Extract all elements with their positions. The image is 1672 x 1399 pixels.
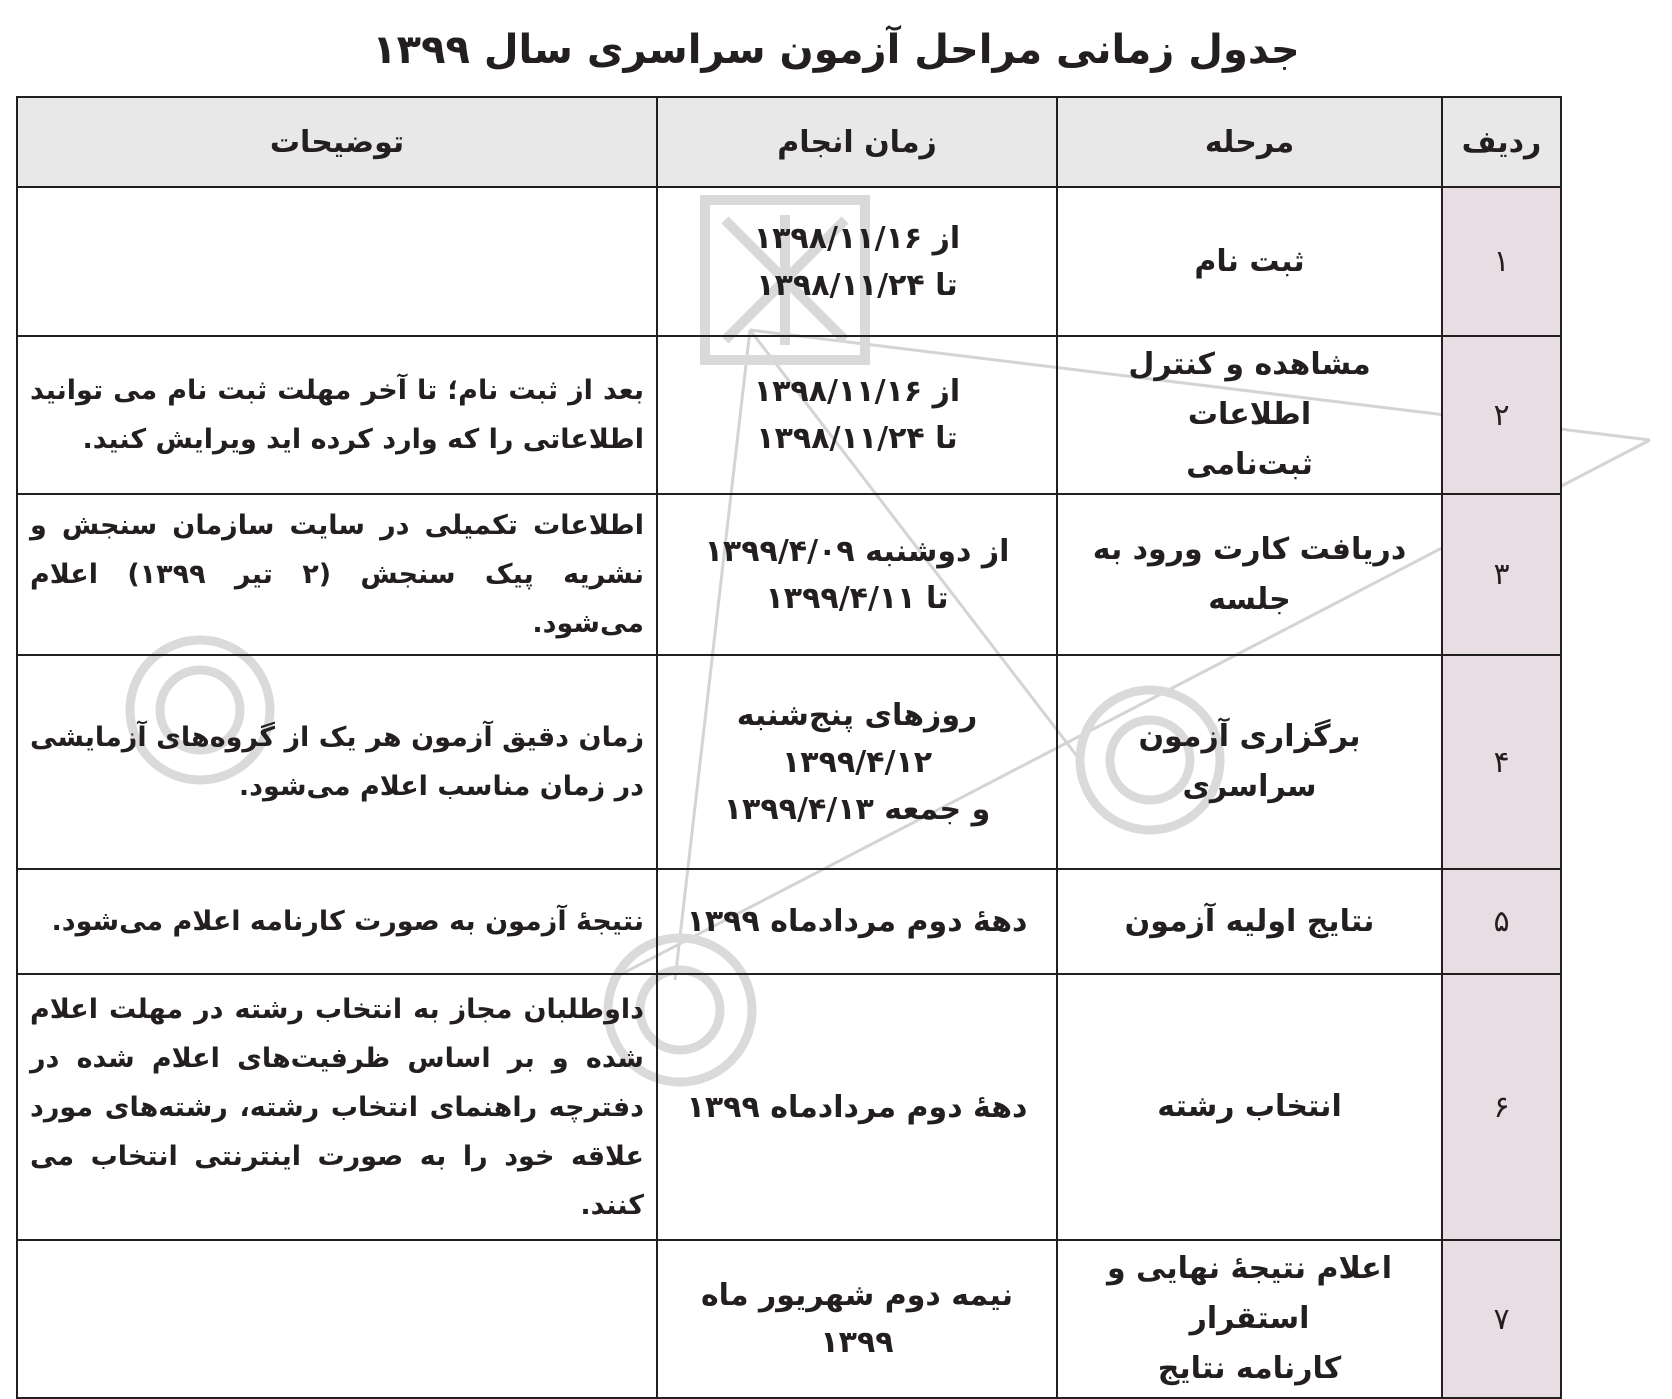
time-line: دههٔ دوم مردادماه ۱۳۹۹ xyxy=(686,904,1028,939)
row-number: ۷ xyxy=(1442,1240,1561,1398)
header-stage: مرحله xyxy=(1057,97,1442,187)
time-line: و جمعه ۱۳۹۹/۴/۱۳ xyxy=(723,791,991,827)
row-number: ۶ xyxy=(1442,974,1561,1240)
stage-cell xyxy=(1057,974,1442,1240)
time-line: نیمه دوم شهریور ماه ۱۳۹۹ xyxy=(700,1278,1014,1360)
stage-line: انتخاب رشته xyxy=(1157,1089,1342,1124)
stage-line: ثبت‌نامی xyxy=(1186,447,1313,482)
description-cell: زمان دقیق آزمون هر یک از گروه‌های آزمایشی در زمان مناسب اعلام می‌شود. xyxy=(17,655,657,869)
description-cell xyxy=(17,1240,657,1398)
stage-line: برگزاری آزمون سراسری xyxy=(1138,719,1361,804)
row-number: ۲ xyxy=(1442,336,1561,494)
stage-line: دریافت کارت ورود به xyxy=(1092,531,1407,567)
header-description: توضیحات xyxy=(17,97,657,187)
header-time: زمان انجام xyxy=(657,97,1057,187)
row-number: ۵ xyxy=(1442,869,1561,974)
time-cell xyxy=(657,1240,1057,1398)
table-row xyxy=(17,494,1561,655)
time-line: روزهای پنج‌شنبه xyxy=(736,697,978,733)
row-number: ۴ xyxy=(1442,655,1561,869)
table-header-row xyxy=(17,97,1561,187)
time-cell xyxy=(657,974,1057,1240)
page-title: جدول زمانی مراحل آزمون سراسری سال ۱۳۹۹ xyxy=(372,27,1300,73)
description-cell: اطلاعات تکمیلی در سایت سازمان سنجش و نشریه پیک سنجش (۲ تیر ۱۳۹۹) اعلام می‌شود. xyxy=(17,494,657,655)
time-cell xyxy=(657,494,1057,655)
stage-line: ثبت نام xyxy=(1194,243,1305,279)
time-line: تا ۱۳۹۸/۱۱/۲۴ xyxy=(756,421,958,456)
time-line: از ۱۳۹۸/۱۱/۱۶ xyxy=(753,374,961,409)
schedule-table xyxy=(16,96,1562,1399)
description-cell: نتیجهٔ آزمون به صورت کارنامه اعلام می‌شود. xyxy=(17,869,657,974)
row-number: ۱ xyxy=(1442,187,1561,336)
table-row xyxy=(17,974,1561,1240)
table-row xyxy=(17,655,1561,869)
time-line: تا ۱۳۹۹/۴/۱۱ xyxy=(765,580,949,616)
time-line: تا ۱۳۹۸/۱۱/۲۴ xyxy=(756,267,958,303)
stage-cell xyxy=(1057,1240,1442,1398)
description-cell: داوطلبان مجاز به انتخاب رشته در مهلت اعلام شده و بر اساس ظرفیت‌های اعلام شده در دفترچه راهنمای انتخاب رشته، رشته‌های مورد علاقه خود را به صورت اینترنتی انتخاب می کنند. xyxy=(17,974,657,1240)
description-cell: بعد از ثبت نام؛ تا آخر مهلت ثبت نام می توانید اطلاعاتی را که وارد کرده اید ویرایش کنید. xyxy=(17,336,657,494)
time-cell xyxy=(657,655,1057,869)
stage-cell xyxy=(1057,655,1442,869)
time-line: از ۱۳۹۸/۱۱/۱۶ xyxy=(753,220,961,256)
stage-line: اعلام نتیجهٔ نهایی و استقرار xyxy=(1106,1251,1393,1336)
stage-cell xyxy=(1057,336,1442,494)
table-row xyxy=(17,1240,1561,1398)
stage-cell xyxy=(1057,869,1442,974)
stage-line: کارنامه نتایج xyxy=(1157,1351,1342,1386)
time-line: ۱۳۹۹/۴/۱۲ xyxy=(781,744,933,780)
time-cell xyxy=(657,336,1057,494)
time-cell xyxy=(657,869,1057,974)
stage-line: مشاهده و کنترل اطلاعات xyxy=(1128,347,1371,432)
time-line: دههٔ دوم مردادماه ۱۳۹۹ xyxy=(686,1089,1028,1125)
row-number: ۳ xyxy=(1442,494,1561,655)
table-row xyxy=(17,869,1561,974)
table-row xyxy=(17,336,1561,494)
stage-line: جلسه xyxy=(1208,581,1291,617)
stage-cell xyxy=(1057,494,1442,655)
stage-cell xyxy=(1057,187,1442,336)
header-row-number: ردیف xyxy=(1442,97,1561,187)
description-cell xyxy=(17,187,657,336)
time-cell xyxy=(657,187,1057,336)
table-row xyxy=(17,187,1561,336)
time-line: از دوشنبه ۱۳۹۹/۴/۰۹ xyxy=(704,533,1010,569)
stage-line: نتایج اولیه آزمون xyxy=(1124,903,1375,939)
